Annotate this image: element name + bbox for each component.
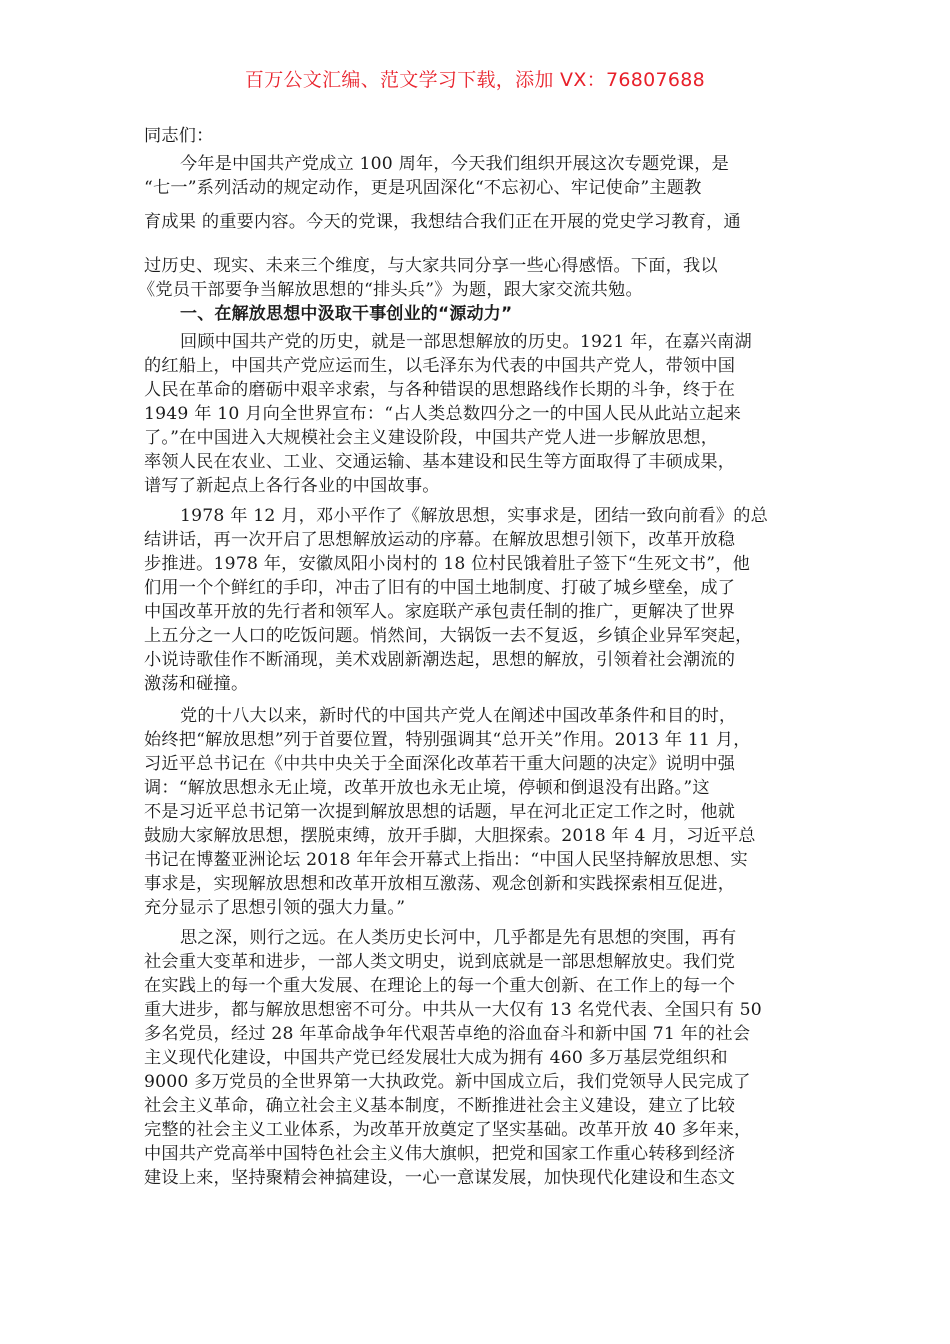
paragraph-line: 1949 年 10 月向全世界宣布：“占人类总数四分之一的中国人民从此站立起来 [144, 404, 742, 424]
paragraph-line: 完整的社会主义工业体系，为改革开放奠定了坚实基础。改革开放 40 多年来， [144, 1120, 752, 1140]
paragraph-line: 党的十八大以来，新时代的中国共产党人在阐述中国改革条件和目的时， [180, 706, 737, 726]
paragraph-line: 始终把“解放思想”列于首要位置，特别强调其“总开关”作用。2013 年 11 月， [144, 730, 751, 750]
section-heading: 一、在解放思想中汲取干事创业的“源动力” [180, 304, 513, 324]
paragraph-line: 书记在博鳌亚洲论坛 2018 年年会开幕式上指出：“中国人民坚持解放思想、实 [144, 850, 748, 870]
paragraph-line: 们用一个个鲜红的手印，冲击了旧有的中国土地制度、打破了城乡壁垒，成了 [144, 578, 736, 598]
paragraph-line: 鼓励大家解放思想，摆脱束缚，放开手脚，大胆探索。2018 年 4 月，习近平总 [144, 826, 756, 846]
paragraph-line: 上五分之一人口的吃饭问题。悄然间，大锅饭一去不复返，乡镇企业异军突起， [144, 626, 753, 646]
salutation: 同志们： [144, 126, 214, 146]
paragraph-line: 社会主义革命，确立社会主义基本制度，不断推进社会主义建设，建立了比较 [144, 1096, 736, 1116]
paragraph-line: 人民在革命的磨砺中艰辛求索，与各种错误的思想路线作长期的斗争，终于在 [144, 380, 736, 400]
paragraph-line: 1978 年 12 月，邓小平作了《解放思想，实事求是，团结一致向前看》的总 [180, 506, 769, 526]
paragraph-line: 社会重大变革和进步，一部人类文明史，说到底就是一部思想解放史。我们党 [144, 952, 736, 972]
paragraph-line: 育成果 的重要内容。今天的党课，我想结合我们正在开展的党史学习教育，通 [144, 212, 741, 232]
paragraph-line: 主义现代化建设，中国共产党已经发展壮大成为拥有 460 多万基层党组织和 [144, 1048, 728, 1068]
paragraph-line: 回顾中国共产党的历史，就是一部思想解放的历史。1921 年，在嘉兴南湖 [180, 332, 752, 352]
paragraph-line: “七一”系列活动的规定动作，更是巩固深化“不忘初心、牢记使命”主题教 [144, 178, 702, 198]
paragraph-line: 在实践上的每一个重大发展、在理论上的每一个重大创新、在工作上的每一个 [144, 976, 736, 996]
paragraph-line: 中国改革开放的先行者和领军人。家庭联产承包责任制的推广，更解决了世界 [144, 602, 736, 622]
paragraph-line: 《党员干部要争当解放思想的“排头兵”》为题，跟大家交流共勉。 [138, 280, 643, 300]
paragraph-line: 调：“解放思想永无止境，改革开放也永无止境，停顿和倒退没有出路。”这 [144, 778, 710, 798]
paragraph-line: 中国共产党高举中国特色社会主义伟大旗帜，把党和国家工作重心转移到经济 [144, 1144, 736, 1164]
paragraph-line: 充分显示了思想引领的强大力量。” [144, 898, 406, 918]
paragraph-line: 不是习近平总书记第一次提到解放思想的话题，早在河北正定工作之时，他就 [144, 802, 736, 822]
paragraph-line: 了。”在中国进入大规模社会主义建设阶段，中国共产党人进一步解放思想， [144, 428, 719, 448]
paragraph-line: 步推进。1978 年，安徽凤阳小岗村的 18 位村民饿着肚子签下“生死文书”，他 [144, 554, 751, 574]
paragraph-line: 今年是中国共产党成立 100 周年，今天我们组织开展这次专题党课，是 [180, 154, 729, 174]
paragraph-line: 多名党员，经过 28 年革命战争年代艰苦卓绝的浴血奋斗和新中国 71 年的社会 [144, 1024, 751, 1044]
promo-banner: 百万公文汇编、范文学习下载，添加 VX：76807688 [244, 69, 706, 91]
paragraph-line: 9000 多万党员的全世界第一大执政党。新中国成立后，我们党领导人民完成了 [144, 1072, 751, 1092]
paragraph-line: 小说诗歌佳作不断涌现，美术戏剧新潮迭起，思想的解放，引领着社会潮流的 [144, 650, 736, 670]
paragraph-line: 结讲话，再一次开启了思想解放运动的序幕。在解放思想引领下，改革开放稳 [144, 530, 736, 550]
paragraph-line: 习近平总书记在《中共中央关于全面深化改革若干重大问题的决定》说明中强 [144, 754, 736, 774]
paragraph-line: 建设上来，坚持聚精会神搞建设，一心一意谋发展，加快现代化建设和生态文 [144, 1168, 736, 1188]
paragraph-line: 谱写了新起点上各行各业的中国故事。 [144, 476, 440, 496]
paragraph-line: 思之深，则行之远。在人类历史长河中，几乎都是先有思想的突围，再有 [180, 928, 737, 948]
paragraph-line: 过历史、现实、未来三个维度，与大家共同分享一些心得感悟。下面，我以 [144, 256, 718, 276]
paragraph-line: 重大进步，都与解放思想密不可分。中共从一大仅有 13 名党代表、全国只有 50 [144, 1000, 762, 1020]
paragraph-line: 事求是，实现解放思想和改革开放相互激荡、观念创新和实践探索相互促进， [144, 874, 736, 894]
paragraph-line: 激荡和碰撞。 [144, 674, 249, 694]
paragraph-line: 的红船上，中国共产党应运而生，以毛泽东为代表的中国共产党人，带领中国 [144, 356, 736, 376]
paragraph-line: 率领人民在农业、工业、交通运输、基本建设和民生等方面取得了丰硕成果， [144, 452, 736, 472]
